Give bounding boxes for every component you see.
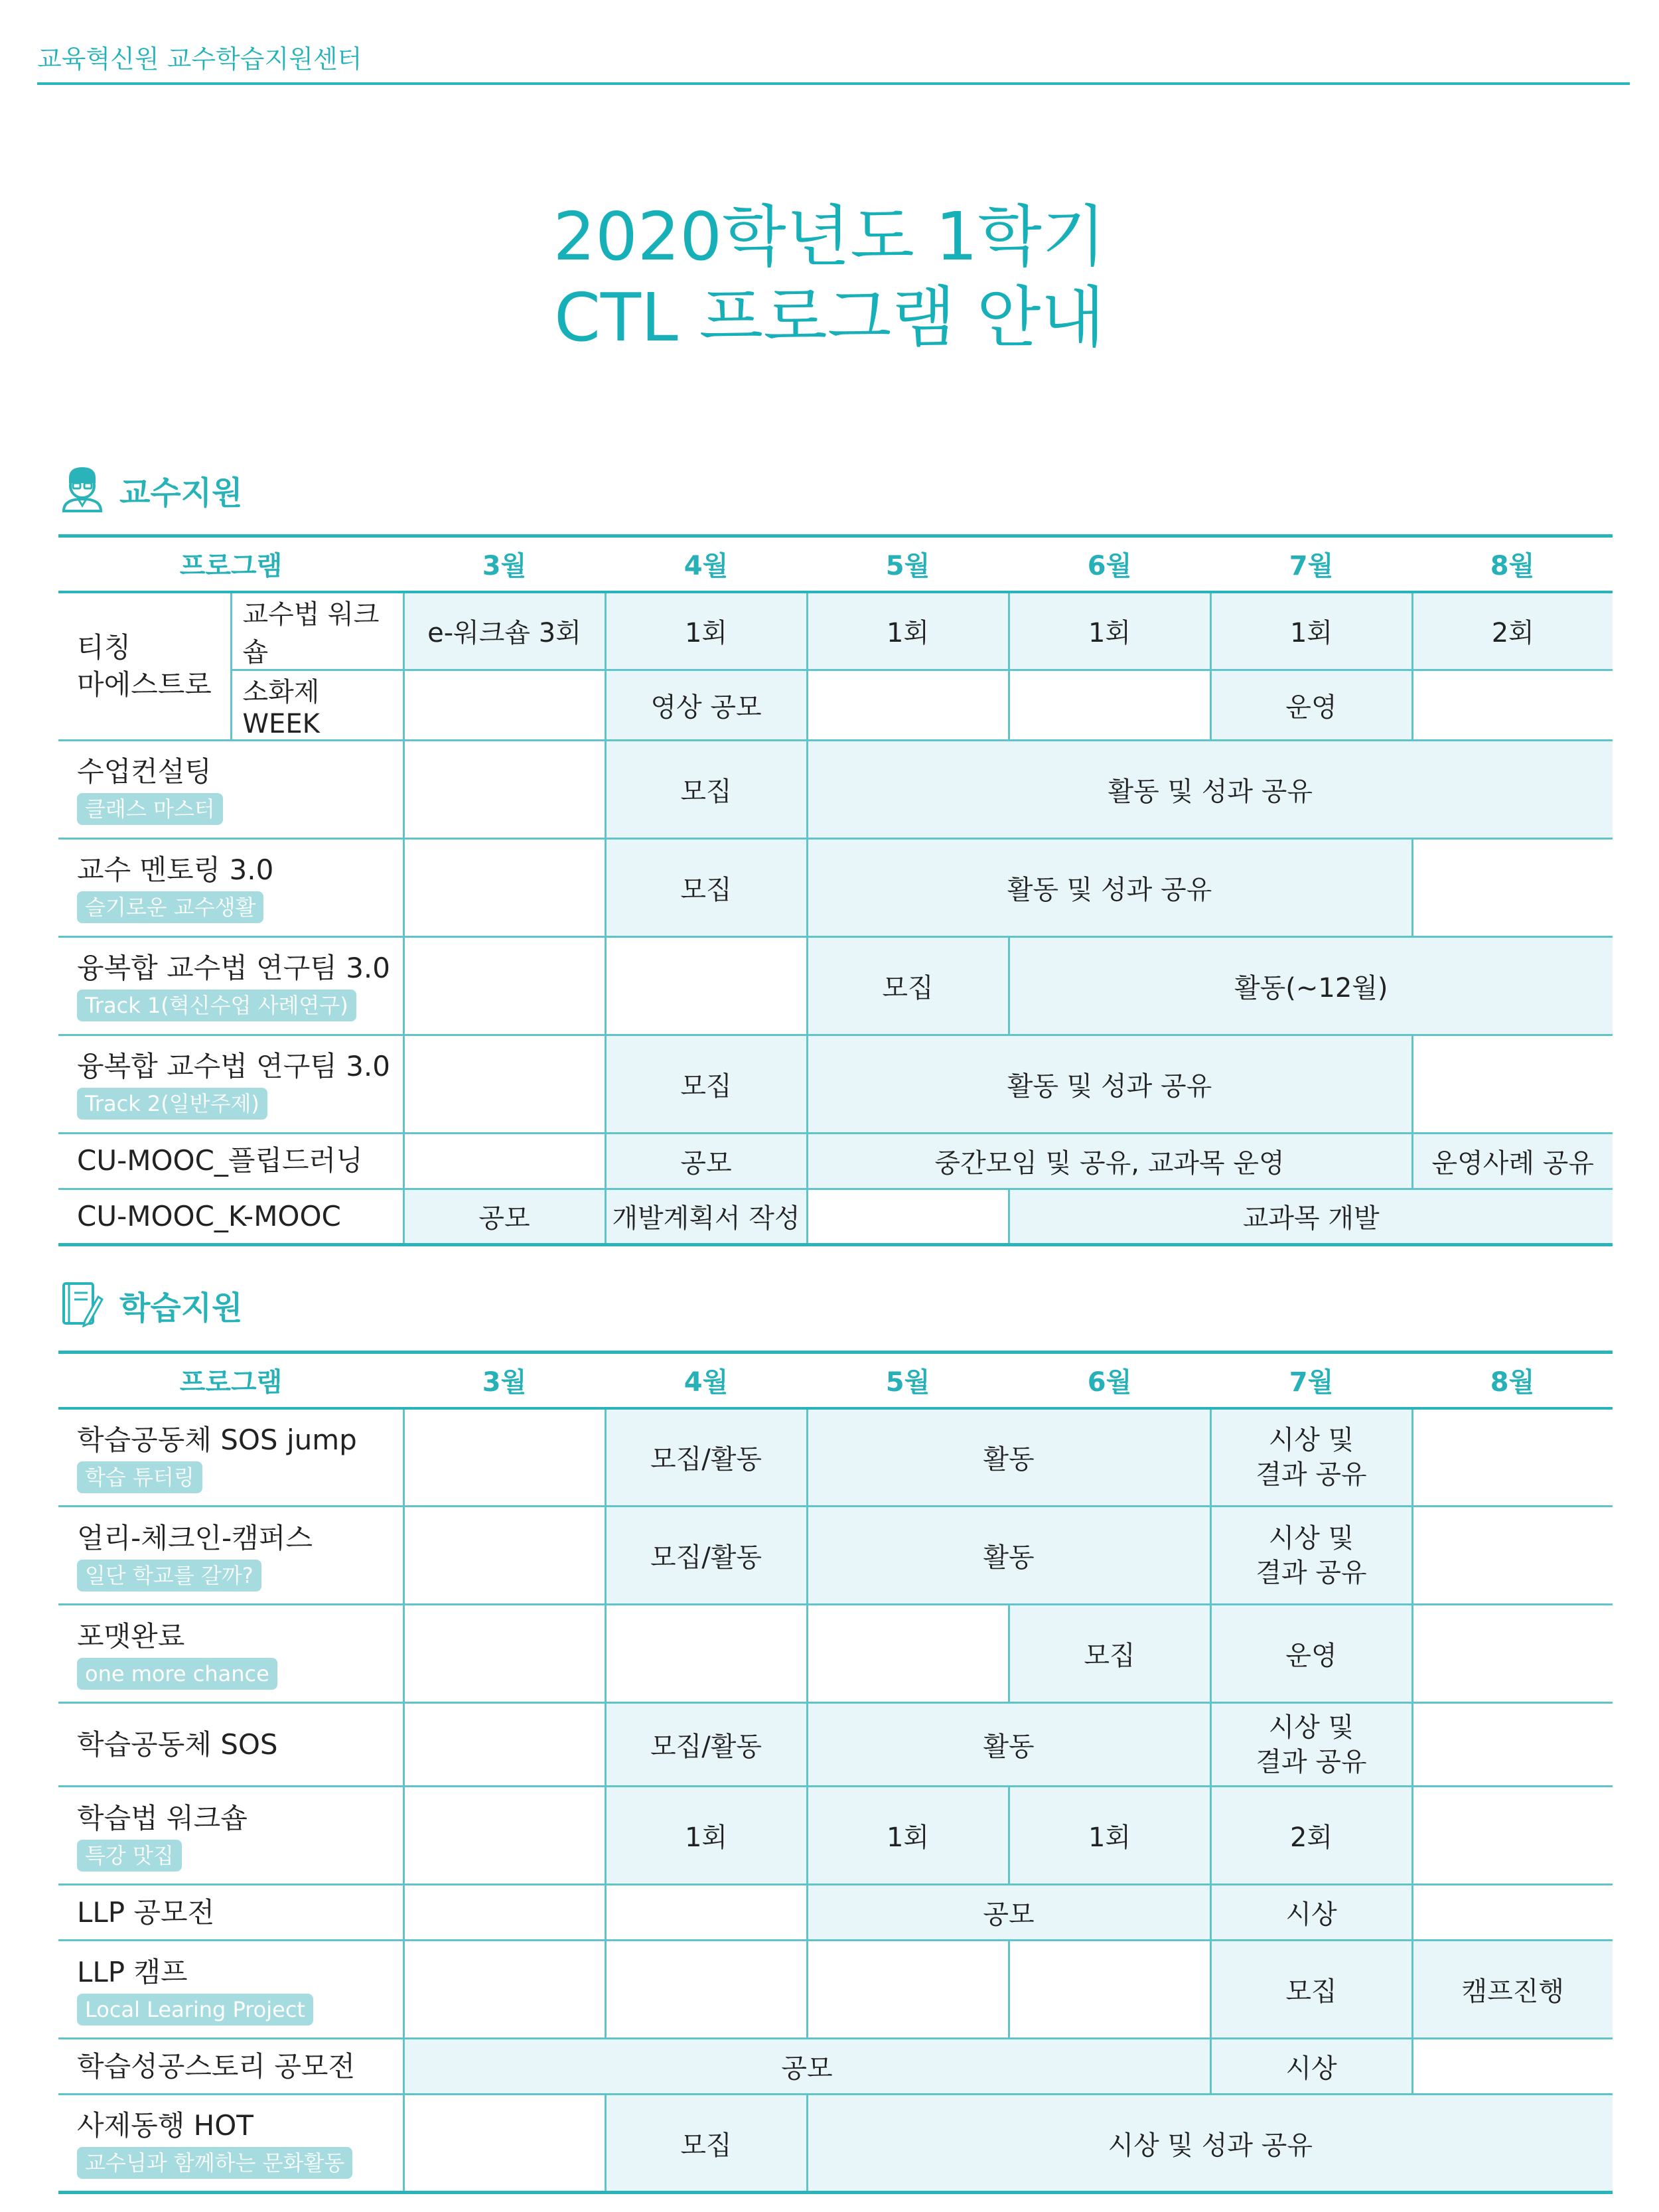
cell: 시상 및 결과 공유 [1210, 1703, 1412, 1787]
cell: e-워크숍 3회 [403, 592, 605, 670]
col-may: 5월 [807, 1353, 1009, 1408]
cell: 모집 [1210, 1941, 1412, 2039]
col-april: 4월 [605, 536, 807, 592]
cell [1412, 1408, 1613, 1507]
table-row [58, 2095, 1613, 2193]
program-name: 융복합 교수법 연구팀 3.0 Track 2(일반주제) [58, 1035, 403, 1133]
cell: 모집 [605, 1035, 807, 1133]
cell: 1회 [807, 592, 1009, 670]
cell: 모집/활동 [605, 1703, 807, 1787]
table-row [58, 1787, 1613, 1885]
faculty-section-title: 교수지원 [119, 474, 243, 512]
cell [1412, 838, 1613, 936]
program-name: 교수 멘토링 3.0 슬기로운 교수생활 [58, 838, 403, 936]
program-name: LLP 공모전 [58, 1885, 403, 1941]
span-cell: 공모 [403, 2039, 1210, 2095]
cell: 운영사례 공유 [1412, 1133, 1613, 1189]
program-badge: 교수님과 함께하는 문화활동 [77, 2147, 352, 2179]
cell [1412, 1507, 1613, 1605]
cell: 모집/활동 [605, 1408, 807, 1507]
col-june: 6월 [1009, 1353, 1210, 1408]
cell [1412, 1703, 1613, 1787]
cell [605, 1941, 807, 2039]
program-name: CU-MOOC_플립드러닝 [58, 1133, 403, 1189]
program-badge: Track 2(일반주제) [77, 1088, 267, 1120]
col-july: 7월 [1210, 536, 1412, 592]
cell [1412, 1035, 1613, 1133]
cell [1412, 1605, 1613, 1703]
cell [1009, 1941, 1210, 2039]
cell: 공모 [605, 1133, 807, 1189]
table-row [58, 1885, 1613, 1941]
col-august: 8월 [1412, 536, 1613, 592]
col-july: 7월 [1210, 1353, 1412, 1408]
cell: 1회 [1009, 1787, 1210, 1885]
span-cell: 활동(~12월) [1009, 936, 1613, 1035]
cell: 시상 [1210, 2039, 1412, 2095]
sub-program-week: 소화제 WEEK [231, 670, 403, 740]
col-march: 3월 [403, 1353, 605, 1408]
cell: 모집/활동 [605, 1507, 807, 1605]
professor-icon [60, 465, 105, 515]
cell [1412, 1787, 1613, 1885]
program-badge: 슬기로운 교수생활 [77, 891, 263, 923]
cell [403, 740, 605, 838]
cell [807, 1189, 1009, 1244]
table-row [58, 1507, 1613, 1605]
table-row [58, 1941, 1613, 2039]
program-name: 얼리-체크인-캠퍼스 일단 학교를 갈까? [58, 1507, 403, 1605]
cell [403, 1133, 605, 1189]
program-badge: 클래스 마스터 [77, 793, 223, 825]
span-cell: 활동 및 성과 공유 [807, 838, 1412, 936]
program-badge: 일단 학교를 갈까? [77, 1560, 261, 1591]
program-name: CU-MOOC_K-MOOC [58, 1189, 403, 1244]
program-name: LLP 캠프 Local Learing Project [58, 1941, 403, 2039]
col-program: 프로그램 [58, 1353, 403, 1408]
org-name: 교육혁신원 교수학습지원센터 [37, 44, 362, 74]
program-name-teaching: 티칭 마에스트로 [58, 592, 231, 741]
cell: 시상 및 결과 공유 [1210, 1507, 1412, 1605]
program-name: 학습공동체 SOS [58, 1703, 403, 1787]
span-cell: 활동 [807, 1408, 1210, 1507]
title-line-2: CTL 프로그램 안내 [554, 279, 1105, 356]
program-name: 융복합 교수법 연구팀 3.0 Track 1(혁신수업 사례연구) [58, 936, 403, 1035]
table-row [58, 1408, 1613, 1507]
cell [605, 1605, 807, 1703]
cell [403, 670, 605, 740]
cell: 1회 [1210, 592, 1412, 670]
span-cell: 시상 및 성과 공유 [807, 2095, 1613, 2193]
cell [403, 1035, 605, 1133]
cell: 2회 [1412, 592, 1613, 670]
table-row [58, 2039, 1613, 2095]
program-name: 학습법 워크숍 특강 맛집 [58, 1787, 403, 1885]
cell: 1회 [605, 1787, 807, 1885]
sub-program-workshop: 교수법 워크숍 [231, 592, 403, 670]
cell: 시상 및 결과 공유 [1210, 1408, 1412, 1507]
cell: 모집 [605, 740, 807, 838]
table-row [58, 936, 1613, 1035]
col-may: 5월 [807, 536, 1009, 592]
table-row [58, 592, 1613, 670]
program-badge: Local Learing Project [77, 1994, 313, 2026]
learning-schedule-table [58, 1351, 1613, 2194]
cell [807, 1605, 1009, 1703]
cell: 공모 [403, 1189, 605, 1244]
table-row [58, 1605, 1613, 1703]
table-row [58, 1703, 1613, 1787]
cell [605, 1885, 807, 1941]
cell [1412, 2039, 1613, 2095]
cell: 1회 [1009, 592, 1210, 670]
header-divider [37, 82, 1630, 85]
cell: 2회 [1210, 1787, 1412, 1885]
cell [1412, 1885, 1613, 1941]
program-badge: 특강 맛집 [77, 1840, 182, 1872]
span-cell: 공모 [807, 1885, 1210, 1941]
notebook-pen-icon [60, 1280, 105, 1330]
program-badge: 학습 튜터링 [77, 1461, 202, 1493]
page-title [0, 196, 1659, 358]
title-line-1: 2020학년도 1학기 [553, 198, 1106, 275]
cell [605, 936, 807, 1035]
cell [807, 670, 1009, 740]
cell: 모집 [807, 936, 1009, 1035]
span-cell: 중간모임 및 공유, 교과목 운영 [807, 1133, 1412, 1189]
table-row [58, 838, 1613, 936]
cell: 모집 [605, 838, 807, 936]
table-row [58, 670, 1613, 740]
cell [403, 838, 605, 936]
cell [403, 1408, 605, 1507]
faculty-section-header [60, 465, 242, 515]
table-row [58, 1035, 1613, 1133]
cell [403, 1605, 605, 1703]
cell [807, 1941, 1009, 2039]
cell: 개발계획서 작성 [605, 1189, 807, 1244]
col-april: 4월 [605, 1353, 807, 1408]
cell [403, 936, 605, 1035]
span-cell: 활동 [807, 1507, 1210, 1605]
col-june: 6월 [1009, 536, 1210, 592]
cell: 운영 [1210, 1605, 1412, 1703]
span-cell: 활동 [807, 1703, 1210, 1787]
cell: 영상 공모 [605, 670, 807, 740]
span-cell: 활동 및 성과 공유 [807, 740, 1613, 838]
program-badge: Track 1(혁신수업 사례연구) [77, 990, 356, 1021]
cell: 시상 [1210, 1885, 1412, 1941]
cell [403, 1787, 605, 1885]
cell [1412, 670, 1613, 740]
cell [1009, 670, 1210, 740]
cell: 운영 [1210, 670, 1412, 740]
table-row [58, 740, 1613, 838]
table-row [58, 1189, 1613, 1244]
cell [403, 1941, 605, 2039]
span-cell: 교과목 개발 [1009, 1189, 1613, 1244]
learning-section-header [60, 1280, 242, 1330]
cell [403, 1507, 605, 1605]
program-name: 학습공동체 SOS jump 학습 튜터링 [58, 1408, 403, 1507]
span-cell: 활동 및 성과 공유 [807, 1035, 1412, 1133]
program-badge: one more chance [77, 1658, 277, 1690]
program-name: 학습성공스토리 공모전 [58, 2039, 403, 2095]
col-march: 3월 [403, 536, 605, 592]
cell: 캠프진행 [1412, 1941, 1613, 2039]
cell: 1회 [807, 1787, 1009, 1885]
learning-section-title: 학습지원 [119, 1289, 243, 1327]
program-name: 사제동행 HOT 교수님과 함께하는 문화활동 [58, 2095, 403, 2193]
col-august: 8월 [1412, 1353, 1613, 1408]
cell: 모집 [1009, 1605, 1210, 1703]
table-row [58, 1133, 1613, 1189]
faculty-schedule-table [58, 534, 1613, 1246]
cell: 모집 [605, 2095, 807, 2193]
cell [403, 2095, 605, 2193]
cell [403, 1885, 605, 1941]
cell: 1회 [605, 592, 807, 670]
cell [403, 1703, 605, 1787]
program-name: 포맷완료 one more chance [58, 1605, 403, 1703]
program-name: 수업컨설팅 클래스 마스터 [58, 740, 403, 838]
learning-header-row [58, 1353, 1613, 1408]
col-program: 프로그램 [58, 536, 403, 592]
faculty-header-row [58, 536, 1613, 592]
